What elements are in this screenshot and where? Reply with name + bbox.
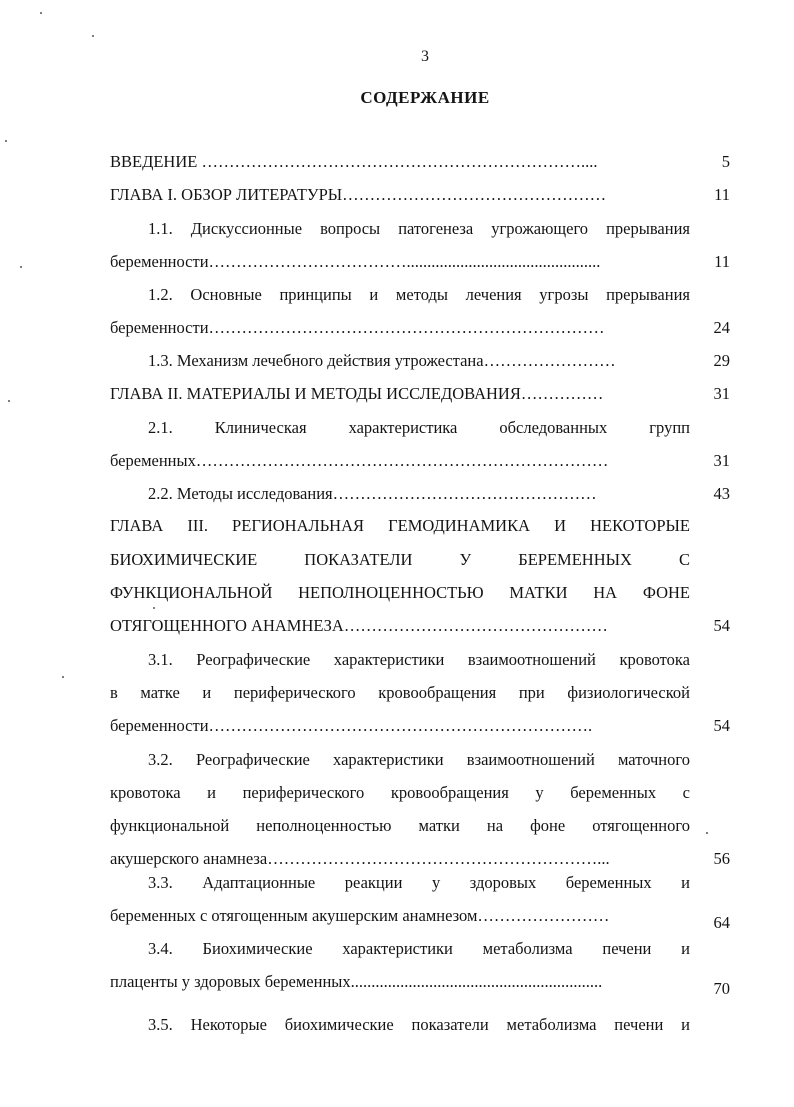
toc-entry-3-2-cont: акушерского анамнеза……………………………………………………... (110, 849, 610, 868)
toc-entry-3-2: 3.2. Реографические характеристики взаимоотношений маточного (148, 750, 690, 769)
toc-page-number: 5 (721, 152, 730, 171)
toc-entry-introduction: ВВЕДЕНИЕ …………………………………………………………….... (110, 152, 598, 171)
toc-entry-1-2-cont: беременности……………………………………………………………… (110, 318, 605, 337)
toc-page-number: 31 (713, 384, 730, 403)
toc-entry-1-1-cont: беременности………………………………............................................... (110, 252, 601, 271)
toc-page-number: 11 (714, 185, 730, 204)
toc-page-number: 43 (713, 484, 730, 503)
toc-page-number: 24 (713, 318, 730, 337)
toc-page-number: 70 (713, 979, 730, 998)
toc-entry-3-3-cont: беременных с отягощенным акушерским анамнезом…………………… (110, 906, 610, 925)
toc-entry-3-1-cont: в матке и периферического кровообращения при физиологической (110, 683, 690, 702)
toc-entry-3-4-cont: плаценты у здоровых беременных............................................................. (110, 972, 603, 991)
toc-entry-3-4: 3.4. Биохимические характеристики метаболизма печени и (148, 939, 690, 958)
scan-speck (5, 140, 7, 142)
toc-entry-chapter-3-cont: БИОХИМИЧЕСКИЕ ПОКАЗАТЕЛИ У БЕРЕМЕННЫХ С (110, 550, 690, 569)
page-number: 3 (421, 48, 429, 65)
toc-entry-2-1: 2.1. Клиническая характеристика обследованных групп (148, 418, 690, 437)
toc-page-number: 54 (713, 716, 730, 735)
toc-entry-chapter-3-cont: ОТЯГОЩЕННОГО АНАМНЕЗА………………………………………… (110, 616, 608, 635)
scan-speck (20, 266, 22, 268)
toc-entry-chapter-3: ГЛАВА III. РЕГИОНАЛЬНАЯ ГЕМОДИНАМИКА И НЕКОТОРЫЕ (110, 516, 690, 535)
scan-speck (8, 400, 10, 402)
toc-page-number: 29 (713, 351, 730, 370)
toc-entry-3-2-cont: функциональной неполноценностью матки на фоне отягощенного (110, 816, 690, 835)
toc-entry-3-5: 3.5. Некоторые биохимические показатели метаболизма печени и (148, 1015, 690, 1034)
toc-page-number: 31 (713, 451, 730, 470)
scan-speck (153, 607, 155, 609)
toc-entry-1-2: 1.2. Основные принципы и методы лечения угрозы прерывания (148, 285, 690, 304)
scan-speck (92, 35, 94, 37)
toc-entry-chapter-2: ГЛАВА II. МАТЕРИАЛЫ И МЕТОДЫ ИССЛЕДОВАНИЯ…………… (110, 384, 604, 403)
toc-entry-2-2: 2.2. Методы исследования………………………………………… (148, 484, 597, 503)
toc-page-number: 54 (713, 616, 730, 635)
toc-entry-2-1-cont: беременных………………………………………………………………… (110, 451, 609, 470)
toc-entry-chapter-3-cont: ФУНКЦИОНАЛЬНОЙ НЕПОЛНОЦЕННОСТЬЮ МАТКИ НА ФОНЕ (110, 583, 690, 602)
toc-page-number: 56 (713, 849, 730, 868)
toc-entry-3-1: 3.1. Реографические характеристики взаимоотношений кровотока (148, 650, 690, 669)
toc-page-number: 64 (713, 913, 730, 932)
scan-speck (62, 676, 64, 678)
toc-entry-3-1-cont: беременности……………………………………………………………. (110, 716, 593, 735)
page-title: СОДЕРЖАНИЕ (360, 88, 490, 107)
toc-entry-1-3: 1.3. Механизм лечебного действия утрожестана…………………… (148, 351, 616, 370)
scan-speck (706, 832, 708, 834)
toc-entry-1-1: 1.1. Дискуссионные вопросы патогенеза угрожающего прерывания (148, 219, 690, 238)
toc-page-number: 11 (714, 252, 730, 271)
toc-entry-chapter-1: ГЛАВА I. ОБЗОР ЛИТЕРАТУРЫ………………………………………… (110, 185, 607, 204)
toc-entry-3-3: 3.3. Адаптационные реакции у здоровых беременных и (148, 873, 690, 892)
scan-speck (40, 12, 42, 14)
toc-entry-3-2-cont: кровотока и периферического кровообращения у беременных с (110, 783, 690, 802)
